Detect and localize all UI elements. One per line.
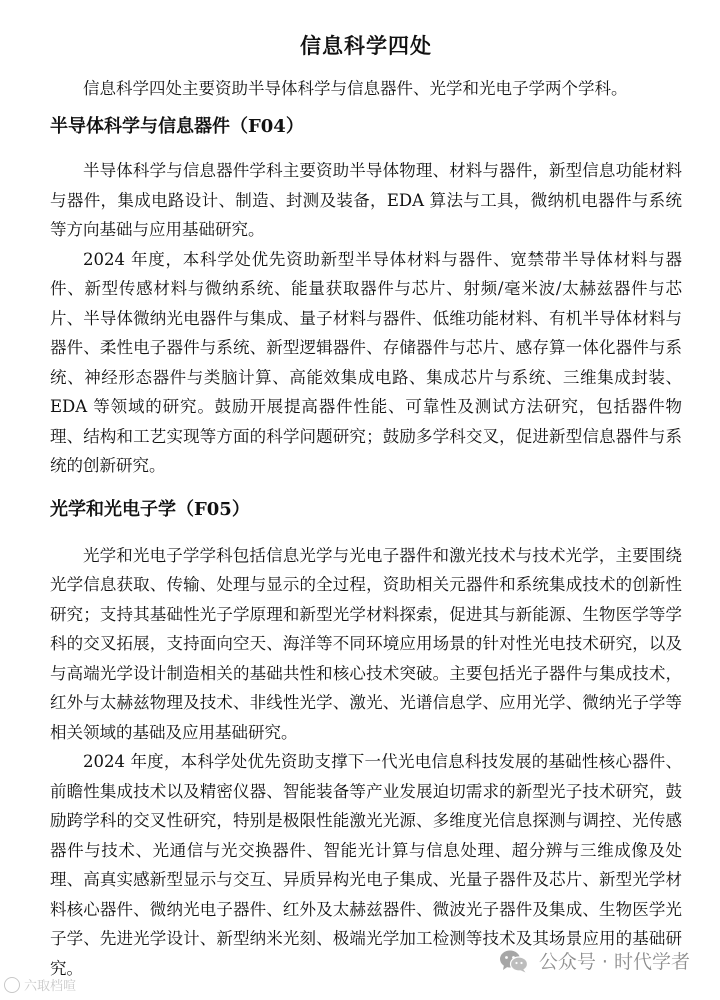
logo-icon <box>4 977 20 993</box>
intro-paragraph: 信息科学四处主要资助半导体科学与信息器件、光学和光电子学两个学科。 <box>83 79 628 98</box>
document-page <box>50 0 682 983</box>
paragraph: 半导体科学与信息器件学科主要资助半导体物理、材料与器件，新型信息功能材料与器件，集成电路设计、制造、封测及装备，EDA 算法与工具，微纳机电器件与系统等方向基础与应用基础研究。 <box>50 161 682 239</box>
wechat-watermark <box>499 947 690 974</box>
watermark-text: 公众号 · 时代学者 <box>538 951 690 973</box>
section-heading-f04: 半导体科学与信息器件（F04） <box>50 116 304 137</box>
section-f04 <box>50 112 682 481</box>
wechat-icon <box>499 949 529 973</box>
page-title: 信息科学四处 <box>300 33 432 58</box>
section-heading-f05: 光学和光电子学（F05） <box>50 498 250 520</box>
paragraph: 2024 年度，本科学处优先资助支撑下一代光电信息科技发展的基础性核心器件、前瞻性集成技术以及精密仪器、智能装备等产业发展迫切需求的新型光子技术研究，鼓励跨学科的交叉性研究，特别是极限性能激光光源、多维度光信息探测与调控、光传感器件与技术、光通信与光交换器件、智能光计算与信息处理、超分辨与三维成像及处理、高真实感新型显示与交互、异质异构光电子集成、光量子器件及芯片、新型光学材料核心器件、微纳光电子器件、红外及太赫兹器件、微波光子器件及集成、生物医学光子学、先进光学设计、新型纳米光刻、极端光学加工检测等技术及其场景应用的基础研究。 <box>50 752 682 978</box>
paragraph: 光学和光电子学学科包括信息光学与光电子器件和激光技术与技术光学，主要围绕光学信息获取、传输、处理与显示的全过程，资助相关元器件和系统集成技术的创新性研究；支持其基础性光子学原理和新型光学材料探索，促进其与新能源、生物医学等学科的交叉拓展，支持面向空天、海洋等不同环境应用场景的针对性光电技术研究，以及与高端光学设计制造相关的基础共性和核心技术突破。主要包括光子器件与集成技术，红外与太赫兹物理及技术、非线性光学、激光、光谱信息学、应用光学、微纳光子学等相关领域的基础及应用基础研究。 <box>50 545 682 742</box>
section-f05 <box>50 495 682 984</box>
corner-watermark-text: 六取档喧 <box>24 979 77 994</box>
corner-watermark <box>4 975 76 994</box>
paragraph: 2024 年度，本科学处优先资助新型半导体材料与器件、宽禁带半导体材料与器件、新型传感材料与微纳系统、能量获取器件与芯片、射频/毫米波/太赫兹器件与芯片、半导体微纳光电器件与集成、量子材料与器件、低维功能材料、有机半导体材料与器件、柔性电子器件与系统、新型逻辑器件、存储器件与芯片、感存算一体化器件与系统、神经形态器件与类脑计算、高能效集成电路、集成芯片与系统、三维集成封装、EDA 等领域的研究。鼓励开展提高器件性能、可靠性及测试方法研究，包括器件物理、结构和工艺实现等方面的科学问题研究；鼓励多学科交叉，促进新型信息器件与系统的创新研究。 <box>50 249 682 475</box>
